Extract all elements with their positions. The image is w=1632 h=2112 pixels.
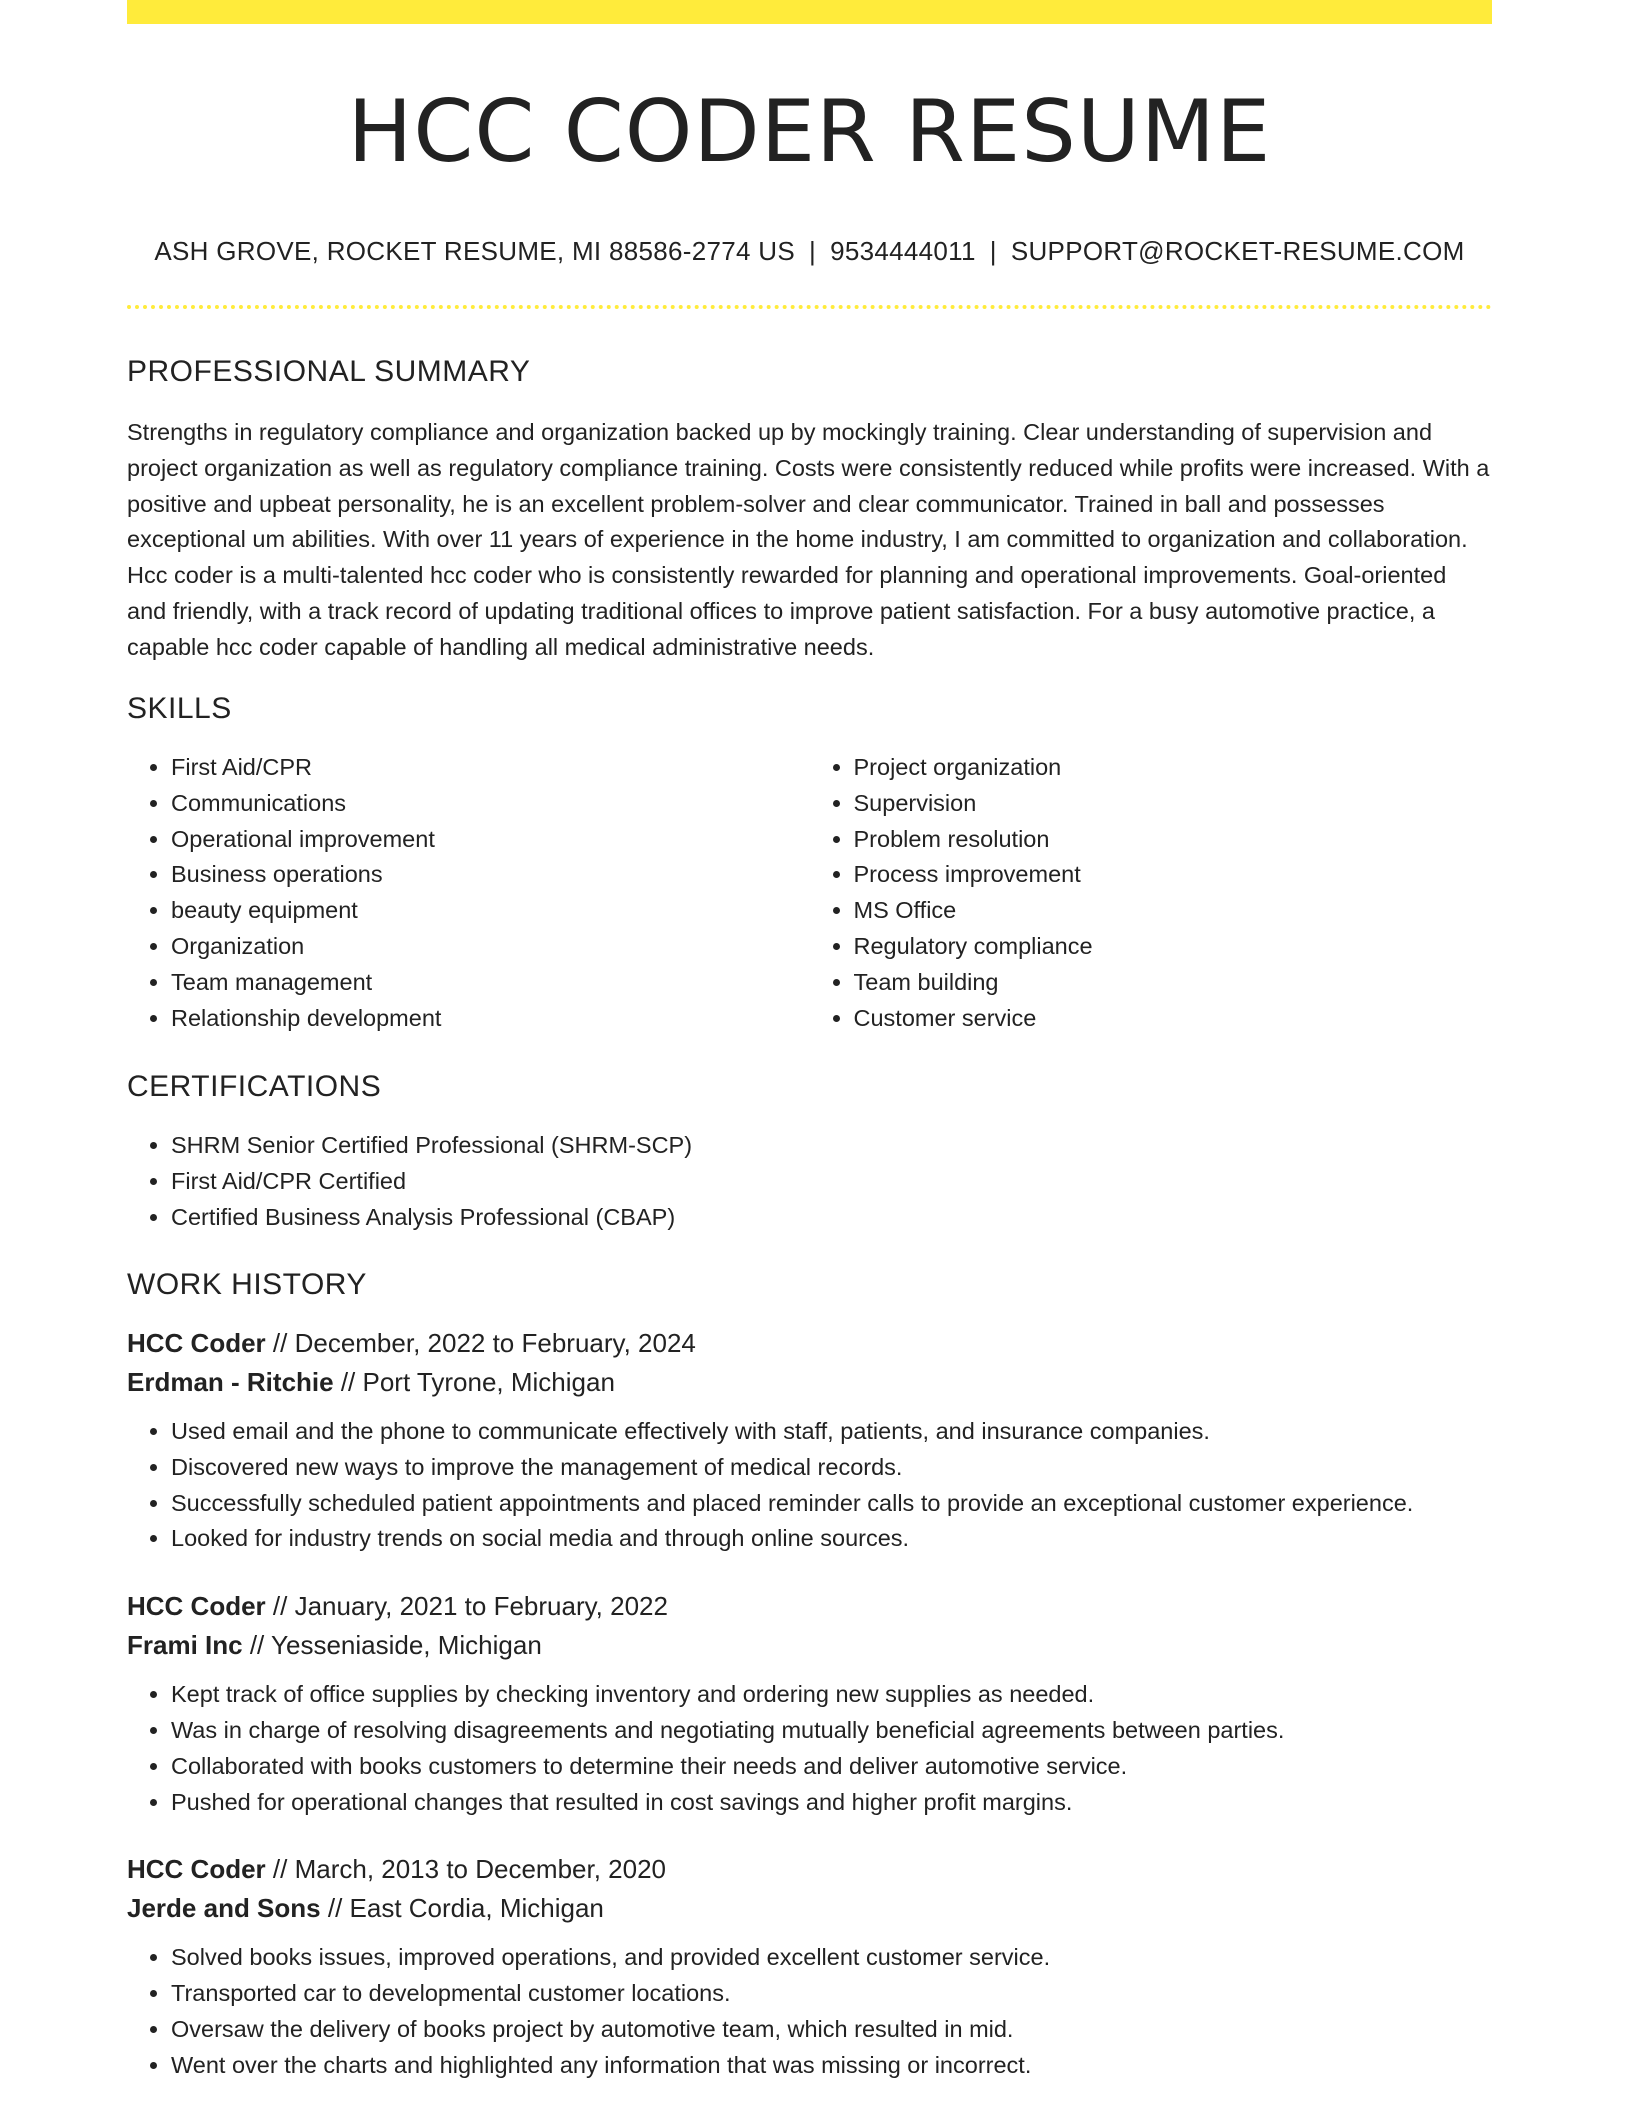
job-entry — [127, 1850, 1492, 2083]
certifications-section — [127, 1070, 1492, 1235]
skill-item: • Problem resolution — [854, 822, 1449, 858]
skills-list-left — [127, 750, 766, 1036]
job-dates: // March, 2013 to December, 2020 — [272, 1854, 667, 1885]
skill-item: • Team management — [171, 965, 766, 1001]
skills-columns — [127, 750, 1492, 1036]
skill-item: • beauty equipment — [171, 893, 766, 929]
skill-item: • Supervision — [854, 786, 1449, 822]
job-title-line — [127, 1850, 1492, 1889]
job-bullet: • Was in charge of resolving disagreements and negotiating mutually beneficial agreements between parties. — [171, 1713, 1492, 1749]
job-bullet: • Solved books issues, improved operations, and provided excellent customer service. — [171, 1940, 1492, 1976]
skill-item: • MS Office — [854, 893, 1449, 929]
job-bullet: • Went over the charts and highlighted any information that was missing or incorrect. — [171, 2048, 1492, 2084]
professional-summary-section — [127, 355, 1492, 666]
job-bullet: • Discovered new ways to improve the management of medical records. — [171, 1450, 1492, 1486]
skill-item: • Organization — [171, 929, 766, 965]
job-bullets — [127, 1677, 1492, 1820]
certifications-heading: CERTIFICATIONS — [127, 1070, 382, 1103]
certifications-list — [127, 1128, 1492, 1235]
contact-line — [127, 236, 1492, 267]
skill-item: • First Aid/CPR — [171, 750, 766, 786]
job-bullet: • Pushed for operational changes that resulted in cost savings and higher profit margins. — [171, 1785, 1492, 1821]
job-company: Frami Inc — [127, 1630, 243, 1661]
job-company: Jerde and Sons — [127, 1893, 321, 1924]
job-bullet: • Collaborated with books customers to determine their needs and deliver automotive service. — [171, 1749, 1492, 1785]
skill-item: • Project organization — [854, 750, 1449, 786]
certification-item: • Certified Business Analysis Professional (CBAP) — [171, 1200, 1492, 1236]
job-company-line — [127, 1889, 1492, 1928]
job-location: // Yesseniaside, Michigan — [249, 1630, 542, 1661]
job-location: // Port Tyrone, Michigan — [340, 1367, 615, 1397]
job-location: // East Cordia, Michigan — [327, 1893, 604, 1924]
job-company-line — [127, 1363, 1492, 1402]
work-history-heading: WORK HISTORY — [127, 1268, 367, 1301]
job-bullet: • Successfully scheduled patient appointments and placed reminder calls to provide an exceptional customer experience. — [171, 1486, 1492, 1522]
job-entry — [127, 1587, 1492, 1820]
job-title: HCC Coder — [127, 1854, 266, 1885]
skill-item: • Regulatory compliance — [854, 929, 1449, 965]
accent-top-bar — [127, 0, 1492, 24]
job-bullet: • Kept track of office supplies by checking inventory and ordering new supplies as needed. — [171, 1677, 1492, 1713]
certification-item: • First Aid/CPR Certified — [171, 1164, 1492, 1200]
job-title: HCC Coder — [127, 1328, 266, 1358]
job-bullet: • Oversaw the delivery of books project by automotive team, which resulted in mid. — [171, 2012, 1492, 2048]
contact-phone: 9534444011 — [830, 236, 976, 266]
skill-item: • Process improvement — [854, 857, 1449, 893]
job-entry — [127, 1324, 1492, 1557]
job-company: Erdman - Ritchie — [127, 1367, 334, 1397]
skill-item: • Customer service — [854, 1001, 1449, 1037]
skill-item: • Operational improvement — [171, 822, 766, 858]
job-title-line — [127, 1324, 1492, 1363]
job-title: HCC Coder — [127, 1591, 266, 1622]
jobs-list — [127, 1324, 1492, 2084]
job-title-line — [127, 1587, 1492, 1626]
contact-separator: | — [809, 236, 817, 266]
contact-address: ASH GROVE, ROCKET RESUME, MI 88586-2774 US — [154, 236, 796, 266]
summary-heading: PROFESSIONAL SUMMARY — [127, 355, 531, 388]
skill-item: • Communications — [171, 786, 766, 822]
dotted-divider — [127, 305, 1492, 309]
job-bullet: • Used email and the phone to communicate effectively with staff, patients, and insurance companies. — [171, 1414, 1492, 1450]
contact-email: SUPPORT@ROCKET-RESUME.COM — [1010, 236, 1465, 266]
job-bullets — [127, 1414, 1492, 1557]
job-bullet: • Looked for industry trends on social media and through online sources. — [171, 1521, 1492, 1557]
contact-separator: | — [989, 236, 997, 266]
skills-list-right — [810, 750, 1449, 1036]
job-bullets — [127, 1940, 1492, 2083]
certification-item: • SHRM Senior Certified Professional (SHRM-SCP) — [171, 1128, 1492, 1164]
skill-item: • Team building — [854, 965, 1449, 1001]
job-dates: // December, 2022 to February, 2024 — [272, 1328, 696, 1358]
job-company-line — [127, 1626, 1492, 1665]
work-history-section — [127, 1268, 1492, 2084]
job-dates: // January, 2021 to February, 2022 — [272, 1591, 668, 1622]
skill-item: • Business operations — [171, 857, 766, 893]
skill-item: • Relationship development — [171, 1001, 766, 1037]
skills-heading: SKILLS — [127, 692, 232, 725]
summary-text: Strengths in regulatory compliance and organization backed up by mockingly training. Clear understanding of supervision and project organization as well as regulatory compliance training. Costs were consistently reduced while profits were increased. With a positive and upbeat personality, he is an excellent problem-solver and clear communicator. Trained in ball and possesses exceptional um abilities. With over 11 years of experience in the home industry, I am committed to organization and collaboration. Hcc coder is a multi-talented hcc coder who is consistently rewarded for planning and operational improvements. Goal-oriented and friendly, with a track record of updating traditional offices to improve patient satisfaction. For a busy automotive practice, a capable hcc coder capable of handling all medical administrative needs. — [127, 419, 1490, 660]
job-bullet: • Transported car to developmental customer locations. — [171, 1976, 1492, 2012]
skills-section — [127, 692, 1492, 1036]
resume-title: HCC CODER RESUME — [347, 82, 1272, 182]
